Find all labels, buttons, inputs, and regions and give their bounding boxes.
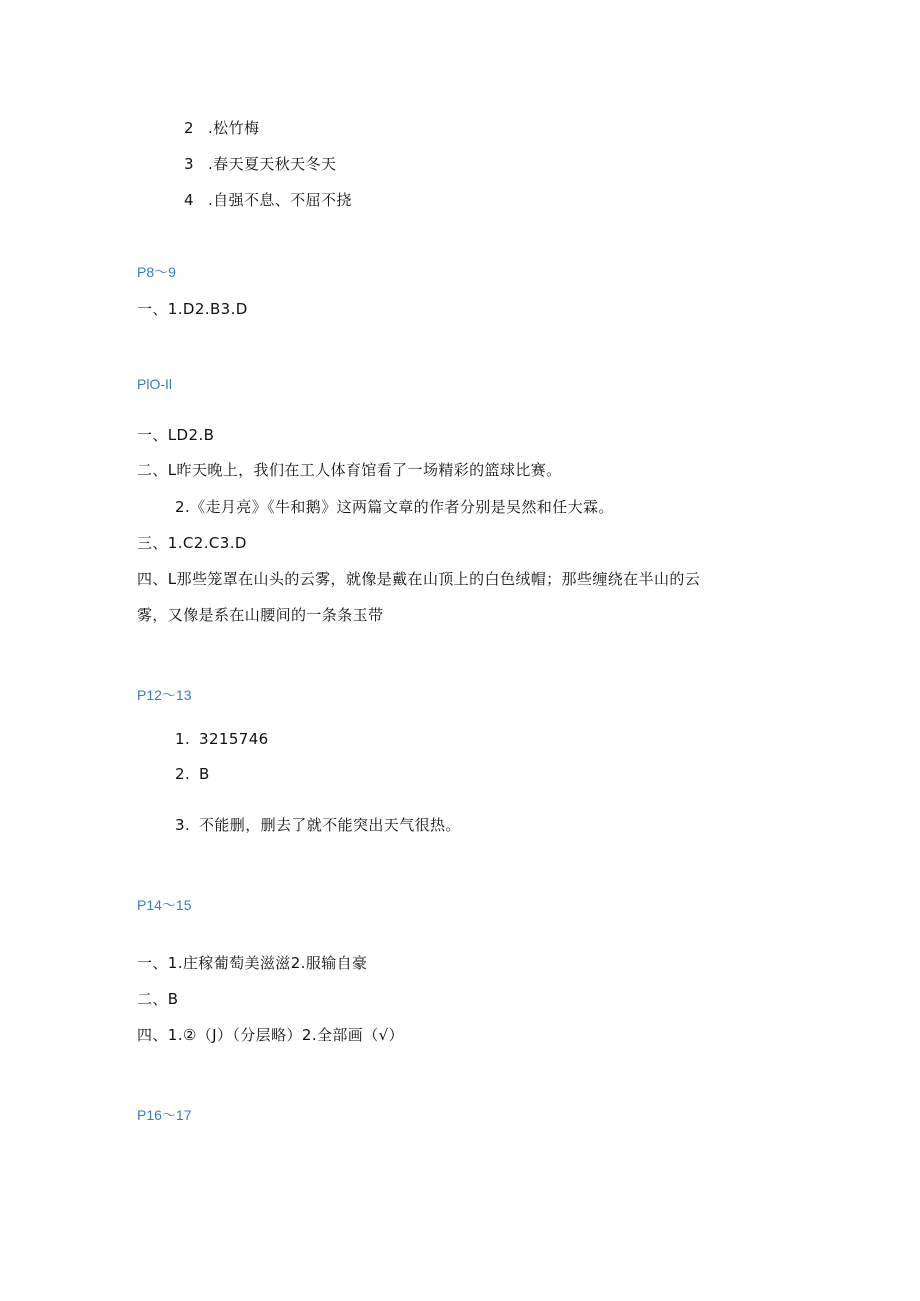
list-text: .自强不息、不屈不挠 [208, 191, 352, 209]
answer-line: 二、L昨天晚上，我们在工人体育馆看了一场精彩的篮球比赛。 [137, 461, 562, 479]
list-number: 2 [184, 119, 194, 137]
list-item [184, 190, 352, 210]
answer-line: 2.《走月亮》《牛和鹅》这两篇文章的作者分别是吴然和任大霖。 [175, 498, 614, 516]
section-heading-p14-15: P14～15 [137, 897, 192, 913]
section-heading-p10-11: PlO-Il [137, 376, 172, 392]
answer-line: 雾，又像是系在山腰间的一条条玉带 [137, 606, 384, 624]
answer-line: 三、1.C2.C3.D [137, 534, 247, 552]
answer-line: 二、B [137, 990, 179, 1008]
list-item [175, 764, 210, 784]
list-item [175, 815, 461, 835]
list-text: 3215746 [199, 730, 269, 748]
answer-line: 一、1.庄稼葡萄美滋滋2.服输自豪 [137, 954, 368, 972]
list-number: 3. [175, 816, 191, 834]
list-text: .松竹梅 [208, 119, 260, 137]
section-heading-p12-13: P12～13 [137, 687, 192, 703]
section-heading-p16-17: P16～17 [137, 1107, 192, 1123]
list-text: .春天夏天秋天冬天 [208, 155, 337, 173]
answer-line: 一、LD2.B [137, 426, 215, 444]
list-item [184, 118, 259, 138]
list-text: 不能删，删去了就不能突出天气很热。 [199, 816, 461, 834]
answer-line: 四、1.②（J）（分层略）2.全部画（√） [137, 1026, 404, 1044]
list-item [184, 154, 336, 174]
list-number: 4 [184, 191, 194, 209]
list-number: 2. [175, 765, 191, 783]
list-number: 3 [184, 155, 194, 173]
answer-line: 四、L那些笼罩在山头的云雾，就像是戴在山顶上的白色绒帽；那些缠绕在半山的云 [137, 570, 701, 588]
list-text: B [199, 765, 210, 783]
answer-line: 一、1.D2.B3.D [137, 300, 248, 318]
list-number: 1. [175, 730, 191, 748]
section-heading-p8-9: P8～9 [137, 264, 176, 280]
list-item [175, 729, 269, 749]
